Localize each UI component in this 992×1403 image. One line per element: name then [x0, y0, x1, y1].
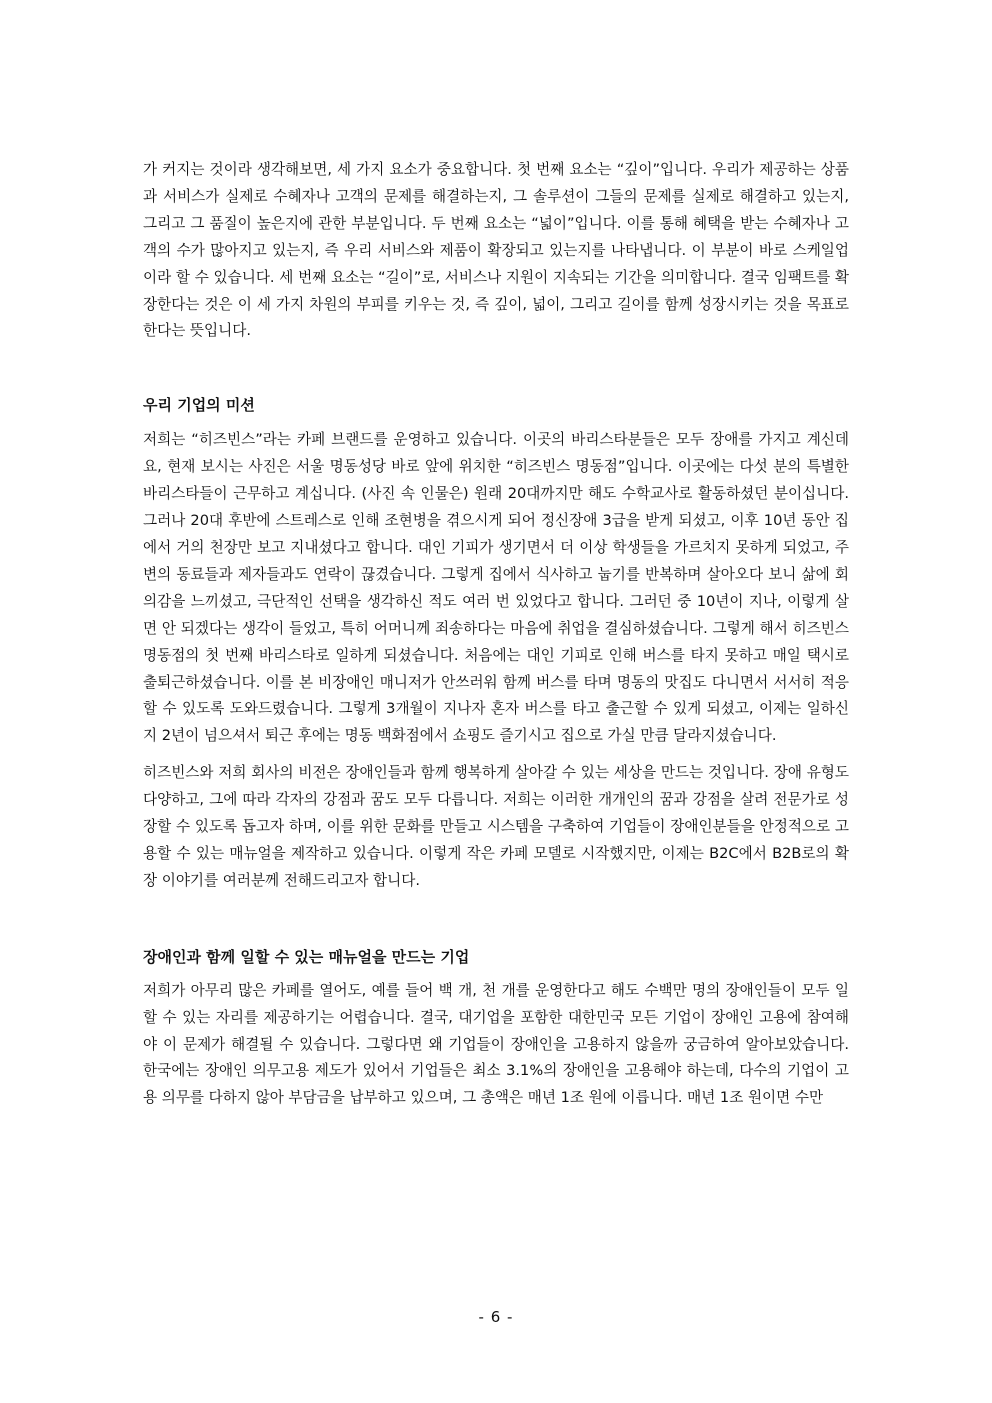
page-body — [143, 157, 849, 1112]
manual-heading: 장애인과 함께 일할 수 있는 매뉴얼을 만드는 기업 — [143, 947, 470, 966]
mission-section — [143, 392, 849, 894]
page-number: - 6 - — [478, 1308, 514, 1326]
mission-paragraph-2: 히즈빈스와 저희 회사의 비전은 장애인들과 함께 행복하게 살아갈 수 있는 세상을 만드는 것입니다. 장애 유형도 다양하고, 그에 따라 각자의 강점과 꿈도 모두 다릅니다. 저희는 이러한 개개인의 꿈과 강점을 살려 전문가로 성장할 수 있도록 돕고자 하며, 이를 위한 문화를 만들고 시스템을 구축하여 기업들이 장애인분들을 안정적으로 고용할 수 있는 매뉴얼을 제작하고 있습니다. 이렇게 작은 카페 모델로 시작했지만, 이제는 B2C에서 B2B로의 확장 이야기를 여러분께 전해드리고자 합니다. — [143, 764, 849, 889]
mission-paragraph-1: 저희는 “히즈빈스”라는 카페 브랜드를 운영하고 있습니다. 이곳의 바리스타분들은 모두 장애를 가지고 계신데요, 현재 보시는 사진은 서울 명동성당 바로 앞에 위치한 “히즈빈스 명동점”입니다. 이곳에는 다섯 분의 특별한 바리스타들이 근무하고 계십니다. (사진 속 인물은) 원래 20대까지만 해도 수학교사로 활동하셨던 분이십니다. 그러나 20대 후반에 스트레스로 인해 조현병을 겪으시게 되어 정신장애 3급을 받게 되셨고, 이후 10년 동안 집에서 거의 천장만 보고 지내셨다고 합니다. 대인 기피가 생기면서 더 이상 학생들을 가르치지 못하게 되었고, 주변의 동료들과 제자들과도 연락이 끊겼습니다. 그렇게 집에서 식사하고 눕기를 반복하며 살아오다 보니 삶에 회의감을 느끼셨고, 극단적인 선택을 생각하신 적도 여러 번 있었다고 합니다. 그러던 중 10년이 지나, 이렇게 살면 안 되겠다는 생각이 들었고, 특히 어머니께 죄송하다는 마음에 취업을 결심하셨습니다. 그렇게 해서 히즈빈스 명동점의 첫 번째 바리스타로 일하게 되셨습니다. 처음에는 대인 기피로 인해 버스를 타지 못하고 매일 택시로 출퇴근하셨습니다. 이를 본 비장애인 매니저가 안쓰러워 함께 버스를 타며 명동의 맛집도 다니면서 서서히 적응할 수 있도록 도와드렸습니다. 그렇게 3개월이 지나자 혼자 버스를 타고 출근할 수 있게 되셨고, 이제는 일하신 지 2년이 넘으셔서 퇴근 후에는 명동 백화점에서 쇼핑도 즐기시고 집으로 가실 만큼 달라지셨습니다. — [143, 431, 849, 745]
manual-section — [143, 944, 849, 1113]
manual-paragraph-1: 저희가 아무리 많은 카페를 열어도, 예를 들어 백 개, 천 개를 운영한다고 해도 수백만 명의 장애인들이 모두 일할 수 있는 자리를 제공하기는 어렵습니다. 결국, 대기업을 포함한 대한민국 모든 기업이 장애인 고용에 참여해야 이 문제가 해결될 수 있습니다. 그렇다면 왜 기업들이 장애인을 고용하지 않을까 궁금하여 알아보았습니다. 한국에는 장애인 의무고용 제도가 있어서 기업들은 최소 3.1%의 장애인을 고용해야 하는데, 다수의 기업이 고용 의무를 다하지 않아 부담금을 납부하고 있으며, 그 총액은 매년 1조 원에 이릅니다. 매년 1조 원이면 수만 — [143, 981, 849, 1107]
mission-heading: 우리 기업의 미션 — [143, 396, 255, 415]
intro-paragraph: 가 커지는 것이라 생각해보면, 세 가지 요소가 중요합니다. 첫 번째 요소는 “깊이”입니다. 우리가 제공하는 상품과 서비스가 실제로 수혜자나 고객의 문제를 해결하는지, 그 솔루션이 그들의 문제를 실제로 해결하고 있는지, 그리고 그 품질이 높은지에 관한 부분입니다. 두 번째 요소는 “넓이”입니다. 이를 통해 혜택을 받는 수혜자나 고객의 수가 많아지고 있는지, 즉 우리 서비스와 제품이 확장되고 있는지를 나타냅니다. 이 부분이 바로 스케일업이라 할 수 있습니다. 세 번째 요소는 “길이”로, 서비스나 지원이 지속되는 기간을 의미합니다. 결국 임팩트를 확장한다는 것은 이 세 가지 차원의 부피를 키우는 것, 즉 깊이, 넓이, 그리고 길이를 함께 성장시키는 것을 목표로 한다는 뜻입니다. — [143, 161, 849, 340]
